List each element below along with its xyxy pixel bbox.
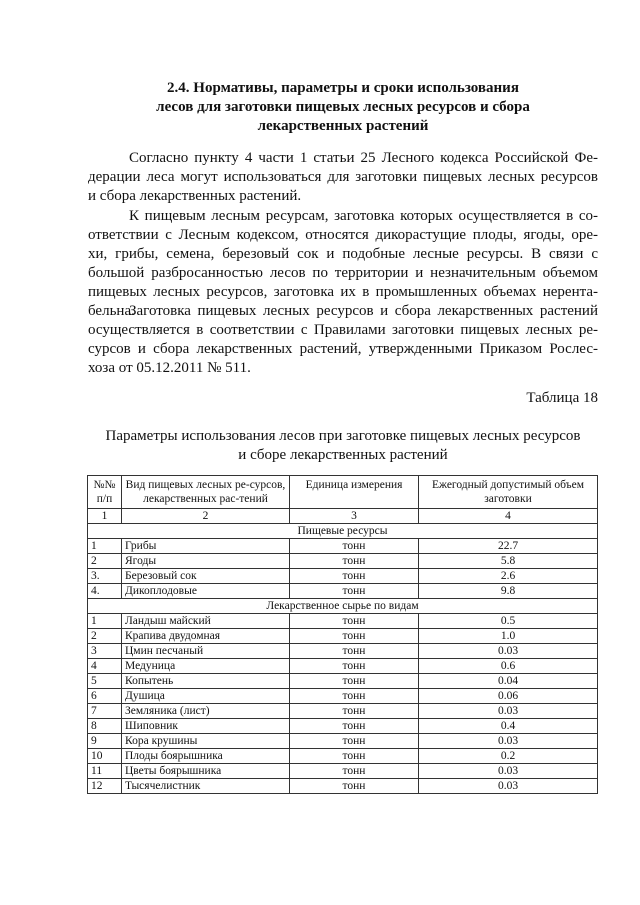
paragraph-1 xyxy=(88,149,598,206)
row-number: 9 xyxy=(88,734,122,749)
row-unit: тонн xyxy=(290,764,419,779)
table-caption xyxy=(88,427,598,465)
row-unit: тонн xyxy=(290,539,419,554)
row-number: 7 xyxy=(88,704,122,719)
row-number: 3 xyxy=(88,644,122,659)
table-header-row xyxy=(88,476,598,509)
paragraph-line: Заготовка пищевых лесных ресурсов и сбора лекарственных растений xyxy=(129,303,598,319)
paragraph-line: сурсов и сбора лекарственных растений, утвержденными Приказом Рослес- xyxy=(88,341,598,357)
table-label: Таблица 18 xyxy=(526,390,598,406)
section-label: Лекарственное сырье по видам xyxy=(88,599,598,614)
table-row xyxy=(88,734,598,749)
row-number: 4. xyxy=(88,584,122,599)
paragraph-line: большой разбросанностью лесов по территории и незначительным объемом xyxy=(88,265,598,281)
table-row xyxy=(88,719,598,734)
row-value: 5.8 xyxy=(419,554,598,569)
row-value: 0.2 xyxy=(419,749,598,764)
paragraph-line: осуществляется в соответствии с Правилами заготовки пищевых лесных ре- xyxy=(88,322,598,338)
row-unit: тонн xyxy=(290,704,419,719)
section-heading xyxy=(88,79,598,136)
column-number: 4 xyxy=(419,509,598,524)
column-number: 1 xyxy=(88,509,122,524)
row-value: 0.03 xyxy=(419,704,598,719)
row-value: 2.6 xyxy=(419,569,598,584)
table-row xyxy=(88,674,598,689)
heading-line: 2.4. Нормативы, параметры и сроки использования xyxy=(167,80,519,96)
row-number: 2 xyxy=(88,554,122,569)
row-value: 0.5 xyxy=(419,614,598,629)
paragraph-3 xyxy=(88,302,598,378)
header-num: №№ п/п xyxy=(88,476,122,509)
row-value: 0.03 xyxy=(419,779,598,794)
row-name: Грибы xyxy=(122,539,290,554)
row-name: Медуница xyxy=(122,659,290,674)
row-number: 10 xyxy=(88,749,122,764)
table-row xyxy=(88,689,598,704)
table-row xyxy=(88,629,598,644)
table-row xyxy=(88,569,598,584)
caption-line: и сборе лекарственных растений xyxy=(238,447,448,463)
row-name: Крапива двудомная xyxy=(122,629,290,644)
row-unit: тонн xyxy=(290,614,419,629)
column-number: 3 xyxy=(290,509,419,524)
row-unit: тонн xyxy=(290,749,419,764)
row-name: Ландыш майский xyxy=(122,614,290,629)
row-unit: тонн xyxy=(290,779,419,794)
row-name: Земляника (лист) xyxy=(122,704,290,719)
table-row xyxy=(88,779,598,794)
caption-line: Параметры использования лесов при заготовке пищевых лесных ресурсов xyxy=(105,428,581,444)
row-unit: тонн xyxy=(290,629,419,644)
row-unit: тонн xyxy=(290,674,419,689)
row-value: 22.7 xyxy=(419,539,598,554)
paragraph-line: хи, грибы, семена, березовый сок и подобные лесные ресурсы. В связи с xyxy=(88,246,598,262)
paragraph-line: бельна. xyxy=(88,303,135,319)
column-number: 2 xyxy=(122,509,290,524)
table-row xyxy=(88,764,598,779)
table-row xyxy=(88,749,598,764)
header-unit: Единица измерения xyxy=(290,476,419,509)
row-unit: тонн xyxy=(290,584,419,599)
resources-table xyxy=(87,475,598,794)
row-number: 2 xyxy=(88,629,122,644)
section-row-medicinal xyxy=(88,599,598,614)
row-value: 0.6 xyxy=(419,659,598,674)
row-name: Цмин песчаный xyxy=(122,644,290,659)
paragraph-line: дерации леса могут использоваться для заготовки пищевых лесных ресурсов xyxy=(88,169,598,185)
paragraph-line: Согласно пункту 4 части 1 статьи 25 Лесного кодекса Российской Фе- xyxy=(129,150,598,166)
row-unit: тонн xyxy=(290,719,419,734)
table-row xyxy=(88,584,598,599)
table-row xyxy=(88,644,598,659)
heading-line: лесов для заготовки пищевых лесных ресурсов и сбора xyxy=(156,99,530,115)
row-value: 0.06 xyxy=(419,689,598,704)
paragraph-line: пищевых лесных ресурсов, заготовка их в промышленных объемах нерента- xyxy=(88,284,598,300)
row-name: Кора крушины xyxy=(122,734,290,749)
row-value: 0.04 xyxy=(419,674,598,689)
row-name: Цветы боярышника xyxy=(122,764,290,779)
row-unit: тонн xyxy=(290,569,419,584)
table-row xyxy=(88,539,598,554)
row-value: 0.4 xyxy=(419,719,598,734)
row-number: 5 xyxy=(88,674,122,689)
column-number-row xyxy=(88,509,598,524)
row-name: Дикоплодовые xyxy=(122,584,290,599)
row-number: 11 xyxy=(88,764,122,779)
row-number: 3. xyxy=(88,569,122,584)
paragraph-line: хоза от 05.12.2011 № 511. xyxy=(88,360,251,376)
row-name: Душица xyxy=(122,689,290,704)
row-value: 1.0 xyxy=(419,629,598,644)
row-name: Ягоды xyxy=(122,554,290,569)
row-unit: тонн xyxy=(290,554,419,569)
section-label: Пищевые ресурсы xyxy=(88,524,598,539)
row-number: 12 xyxy=(88,779,122,794)
heading-line: лекарственных растений xyxy=(257,118,429,134)
table-row xyxy=(88,704,598,719)
row-unit: тонн xyxy=(290,659,419,674)
row-name: Копытень xyxy=(122,674,290,689)
row-unit: тонн xyxy=(290,734,419,749)
header-kind: Вид пищевых лесных ре-сурсов, лекарственных рас-тений xyxy=(122,476,290,509)
row-number: 8 xyxy=(88,719,122,734)
row-number: 6 xyxy=(88,689,122,704)
paragraph-line: ответствии с Лесным кодексом, относятся дикорастущие плоды, ягоды, оре- xyxy=(88,227,598,243)
table-row xyxy=(88,554,598,569)
section-row-food xyxy=(88,524,598,539)
table-body xyxy=(88,524,598,794)
table-row xyxy=(88,614,598,629)
row-number: 1 xyxy=(88,539,122,554)
row-value: 0.03 xyxy=(419,764,598,779)
header-volume: Ежегодный допустимый объем заготовки xyxy=(419,476,598,509)
table-row xyxy=(88,659,598,674)
row-value: 9.8 xyxy=(419,584,598,599)
paragraph-line: К пищевым лесным ресурсам, заготовка которых осуществляется в со- xyxy=(129,208,598,224)
paragraph-line: и сбора лекарственных растений. xyxy=(88,188,302,204)
row-unit: тонн xyxy=(290,689,419,704)
row-name: Шиповник xyxy=(122,719,290,734)
row-name: Березовый сок xyxy=(122,569,290,584)
row-unit: тонн xyxy=(290,644,419,659)
row-name: Плоды боярышника xyxy=(122,749,290,764)
row-number: 4 xyxy=(88,659,122,674)
row-value: 0.03 xyxy=(419,734,598,749)
row-name: Тысячелистник xyxy=(122,779,290,794)
row-value: 0.03 xyxy=(419,644,598,659)
row-number: 1 xyxy=(88,614,122,629)
